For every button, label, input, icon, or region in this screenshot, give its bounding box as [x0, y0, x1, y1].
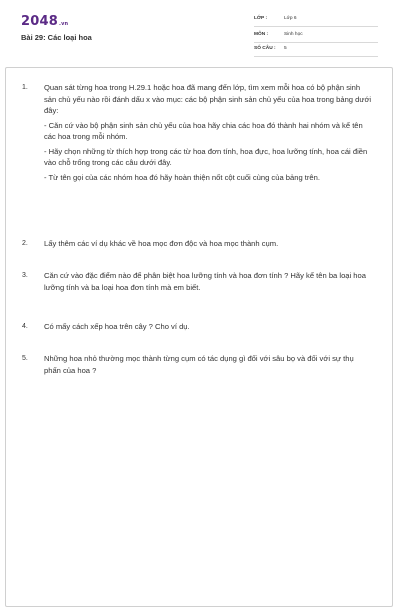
meta-grade-value: Lớp 6 — [284, 16, 297, 21]
question-number: 4. — [22, 323, 28, 330]
question-number: 2. — [22, 240, 28, 247]
question-3 — [22, 270, 372, 293]
question-number: 3. — [22, 272, 28, 279]
question-1 — [22, 82, 372, 183]
question-number: 5. — [22, 355, 28, 362]
logo-tld: .vn — [58, 21, 69, 27]
question-subitem-2: - Hãy chọn những từ thích hợp trong các từ hoa đơn tính, hoa đực, hoa lưỡng tính, hoa cái điền vào chỗ trống trong các câu dưới đây. — [44, 146, 368, 167]
question-subitem-1: - Căn cứ vào bộ phận sinh sản chủ yếu của hoa hãy chia các hoa đó thành hai nhóm và kể tên các hoa trong mỗi nhóm. — [44, 120, 363, 141]
question-text: Căn cứ vào đặc điểm nào để phân biệt hoa lưỡng tính và hoa đơn tính ? Hãy kể tên ba loại hoa lưỡng tính và ba loại hoa đơn tính mà em biết. — [44, 271, 366, 292]
meta-subject-value: Sinh học — [284, 32, 303, 37]
meta-grade-label: LỚP : — [254, 16, 268, 21]
question-subitem-3: - Từ tên gọi của các nhóm hoa đó hãy hoàn thiện nốt cột cuối cùng của bảng trên. — [44, 172, 320, 182]
logo-number: 2048 — [21, 14, 58, 29]
question-2 — [22, 238, 372, 250]
site-logo[interactable] — [21, 14, 68, 29]
question-text: Quan sát từng hoa trong H.29.1 hoặc hoa đã mang đến lớp, tìm xem mỗi hoa có bộ phận sinh sản chủ yếu nào rồi đánh dấu x vào mục: các bộ phận sinh sản chủ yếu của hoa trong bảng dưới đây: — [44, 83, 372, 115]
question-text: Những hoa nhỏ thường mọc thành từng cụm có tác dụng gì đối với sâu bọ và đối với sự thụ phấn của hoa ? — [44, 354, 354, 375]
meta-grade-row — [254, 14, 378, 27]
worksheet-header — [0, 0, 400, 66]
question-text: Có mấy cách xếp hoa trên cây ? Cho ví dụ. — [44, 322, 190, 331]
meta-subject-label: MÔN : — [254, 32, 269, 37]
question-4 — [22, 321, 372, 333]
questions-box — [5, 67, 393, 607]
question-number: 1. — [22, 84, 28, 91]
meta-subject-row — [254, 30, 378, 43]
question-text: Lấy thêm các ví dụ khác về hoa mọc đơn độc và hoa mọc thành cụm. — [44, 239, 279, 248]
meta-count-value: 5 — [284, 46, 287, 51]
meta-count-row — [254, 44, 378, 57]
meta-count-label: SỐ CÂU : — [254, 46, 276, 51]
question-5 — [22, 353, 372, 376]
lesson-title: Bài 29: Các loại hoa — [21, 33, 92, 42]
